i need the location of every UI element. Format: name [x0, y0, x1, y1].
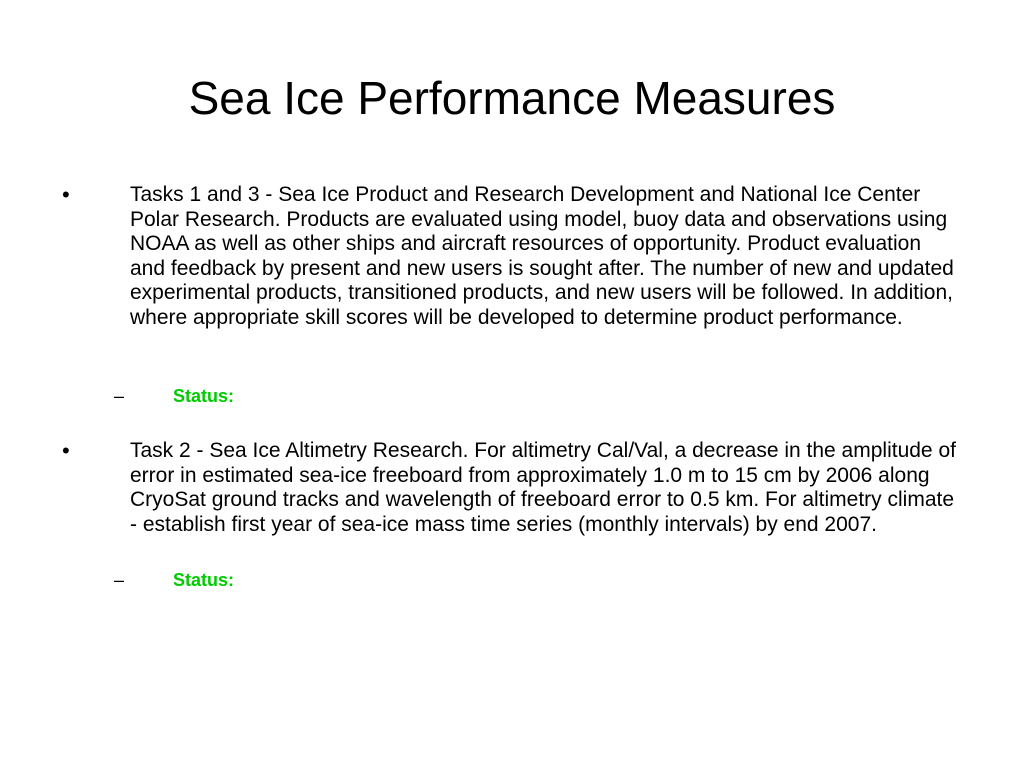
slide-title: Sea Ice Performance Measures [188, 72, 836, 124]
sub-bullet-marker: – [114, 570, 125, 590]
bullet-text: Task 2 - Sea Ice Altimetry Research. For altimetry Cal/Val, a decrease in the amplitude of error in estimated sea-ice freeboard from approximately 1.0 m to 15 cm by 2006 along CryoSat ground tracks and wavelength of freeboard error to 0.5 km. For altimetry climate - establish first year of sea-ice mass time series (monthly intervals) by end 2007. [130, 439, 956, 536]
status-label: Status: [173, 570, 235, 590]
sub-bullet-marker: – [114, 386, 125, 406]
status-label: Status: [173, 386, 235, 406]
bullet-text: Tasks 1 and 3 - Sea Ice Product and Research Development and National Ice Center Polar Research. Products are evaluated using model, buoy data and observations using NOAA as well as other ships and aircraft resources of opportunity. Product evaluation and feedback by present and new users is sought after. The number of new and updated experimental products, transitioned products, and new users will be followed. In addition, where appropriate skill scores will be developed to determine product performance. [130, 183, 954, 329]
bullet-marker: • [62, 182, 70, 207]
bullet-marker: • [62, 438, 70, 463]
